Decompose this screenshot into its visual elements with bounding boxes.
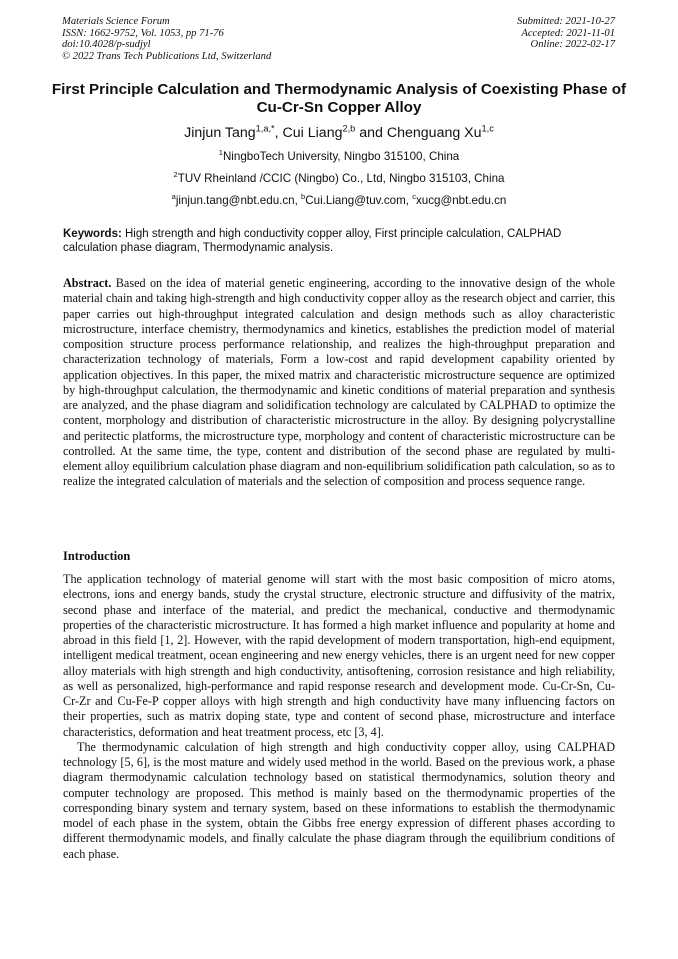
keywords-label: Keywords:	[63, 228, 122, 240]
author-separator: and	[355, 125, 387, 141]
submitted-date: Submitted: 2021-10-27	[517, 16, 615, 27]
keywords	[63, 227, 615, 256]
email-mark: b	[301, 192, 306, 202]
email-link[interactable]: xucg@nbt.edu.cn	[415, 194, 507, 207]
journal-issn: ISSN: 1662-9752, Vol. 1053, pp 71-76	[62, 27, 224, 39]
journal-copyright: © 2022 Trans Tech Publications Ltd, Switzerland	[62, 50, 272, 62]
abstract-label: Abstract.	[63, 276, 112, 290]
author-emails	[0, 194, 678, 208]
keywords-text: High strength and high conductivity copper alloy, First principle calculation, CALPHAD calculation phase diagram, Thermodynamic analysis.	[63, 228, 562, 255]
section-heading-introduction: Introduction	[63, 549, 131, 563]
online-date: Online: 2022-02-17	[530, 39, 615, 51]
author-name: Jinjun Tang	[184, 125, 256, 141]
abstract	[63, 276, 615, 490]
affiliation-text: NingboTech University, Ningbo 315100, China	[222, 150, 460, 163]
submission-dates	[517, 16, 615, 51]
abstract-text: Based on the idea of material genetic engineering, according to the innovative design of the whole material chain and taking high-strength and high conductivity copper alloy as the research object and carrier, this paper carries out high-throughput integrated calculation and design methods such as alloy characteristic microstructure, interface chemistry, thermodynamics and kinetics, establishes the prediction model of material composition structure process performance relationship, and realizes the high-throughput preparation and characterization technology of materials, Form a low-cost and rapid development capability oriented by application objectives. In this paper, the mixed matrix and characteristic microstructure sequence are optimized by high-throughput calculation, the thermodynamic and kinetic conditions of material preparation and synthesis are analyzed, and the phase diagram and solidification technology are calculated by CALPHAD to optimize the content, morphology and distribution of characteristic microstructure in the alloy. By designing polycrystalline and peritectic platforms, the microstructure type, morphology and content of characteristic microstructure can be controlled. At the same time, the type, content and distribution of the second phase are regulated by multi-element alloy equilibrium calculation phase diagram and non-equilibrium solidification path calculation, so as to realize the integrated calculation of materials and the selection of composition and process sequence range.	[63, 276, 615, 489]
paragraph: The application technology of material genome will start with the most basic composition of micro atoms, electrons, ions and energy bands, study the crystal structure, electronic structure and diffusivity of the matrix, second phase and interface of the material, and predict the mechanical, conductive and thermodynamic properties of the characteristic microstructure. It has formed a high market influence and popularity at home and abroad in this field [1, 2]. However, with the rapid development of modern transportation, high-end equipment, intelligent medical treatment, ocean engineering and new energy vehicles, there is an urgent need for new copper alloy materials with high strength and high conductivity, antisoftening, corrosion resistance and high reliability, as well as personalized, high-performance and rapid response research and development mode. Cu-Cr-Sn, Cu-Cr-Zr and Cu-Fe-P copper alloys with high strength and high conductivity have many influencing factors on their properties, such as matrix doping state, type and content of second phase, microstructure and interface characteristics, deformation and heat treatment process, etc [3, 4].	[63, 572, 615, 739]
author-list	[0, 124, 678, 142]
author-affiliation-mark: 2,b	[342, 123, 356, 134]
author-name: Cui Liang	[282, 125, 343, 141]
author-affiliation-mark: 1,a,*	[255, 123, 275, 134]
email-mark: a	[171, 192, 176, 202]
email-link[interactable]: Cui.Liang@tuv.com,	[305, 194, 413, 207]
introduction-body	[63, 572, 615, 862]
journal-doi[interactable]: doi:10.4028/p-sudjyl	[62, 39, 151, 51]
journal-name: Materials Science Forum	[62, 16, 170, 27]
paragraph: The thermodynamic calculation of high strength and high conductivity copper alloy, using CALPHAD technology [5, 6], is the most mature and widely used method in the world. Based on the previous work, a phase diagram thermodynamic calculation technology based on statistical thermodynamics, solution theory and computer technology are proposed. This method is mainly based on the thermodynamic properties of the corresponding binary system and ternary system, based on these informations to establish the thermodynamic model of each phase in the system, obtain the Gibbs free energy expression of different phases according to different thermodynamic models, and finally calculate the phase diagram through the equilibrium conditions of each phase.	[63, 739, 615, 861]
author-separator: ,	[274, 125, 283, 141]
accepted-date: Accepted: 2021-11-01	[521, 27, 615, 39]
affiliation-text: TUV Rheinland /CCIC (Ningbo) Co., Ltd, Ningbo 315103, China	[177, 172, 505, 185]
affiliation-mark: 1	[218, 148, 223, 158]
affiliation-1	[0, 150, 678, 164]
journal-info	[62, 16, 271, 62]
author-name: Chenguang Xu	[386, 125, 482, 141]
affiliation-2	[0, 172, 678, 186]
email-mark: c	[412, 192, 416, 202]
author-affiliation-mark: 1,c	[481, 123, 494, 134]
affiliation-mark: 2	[173, 170, 178, 180]
email-link[interactable]: jinjun.tang@nbt.edu.cn,	[175, 194, 302, 207]
paper-title: First Principle Calculation and Thermodynamic Analysis of Coexisting Phase of Cu-Cr-Sn Copper Alloy	[51, 81, 627, 116]
